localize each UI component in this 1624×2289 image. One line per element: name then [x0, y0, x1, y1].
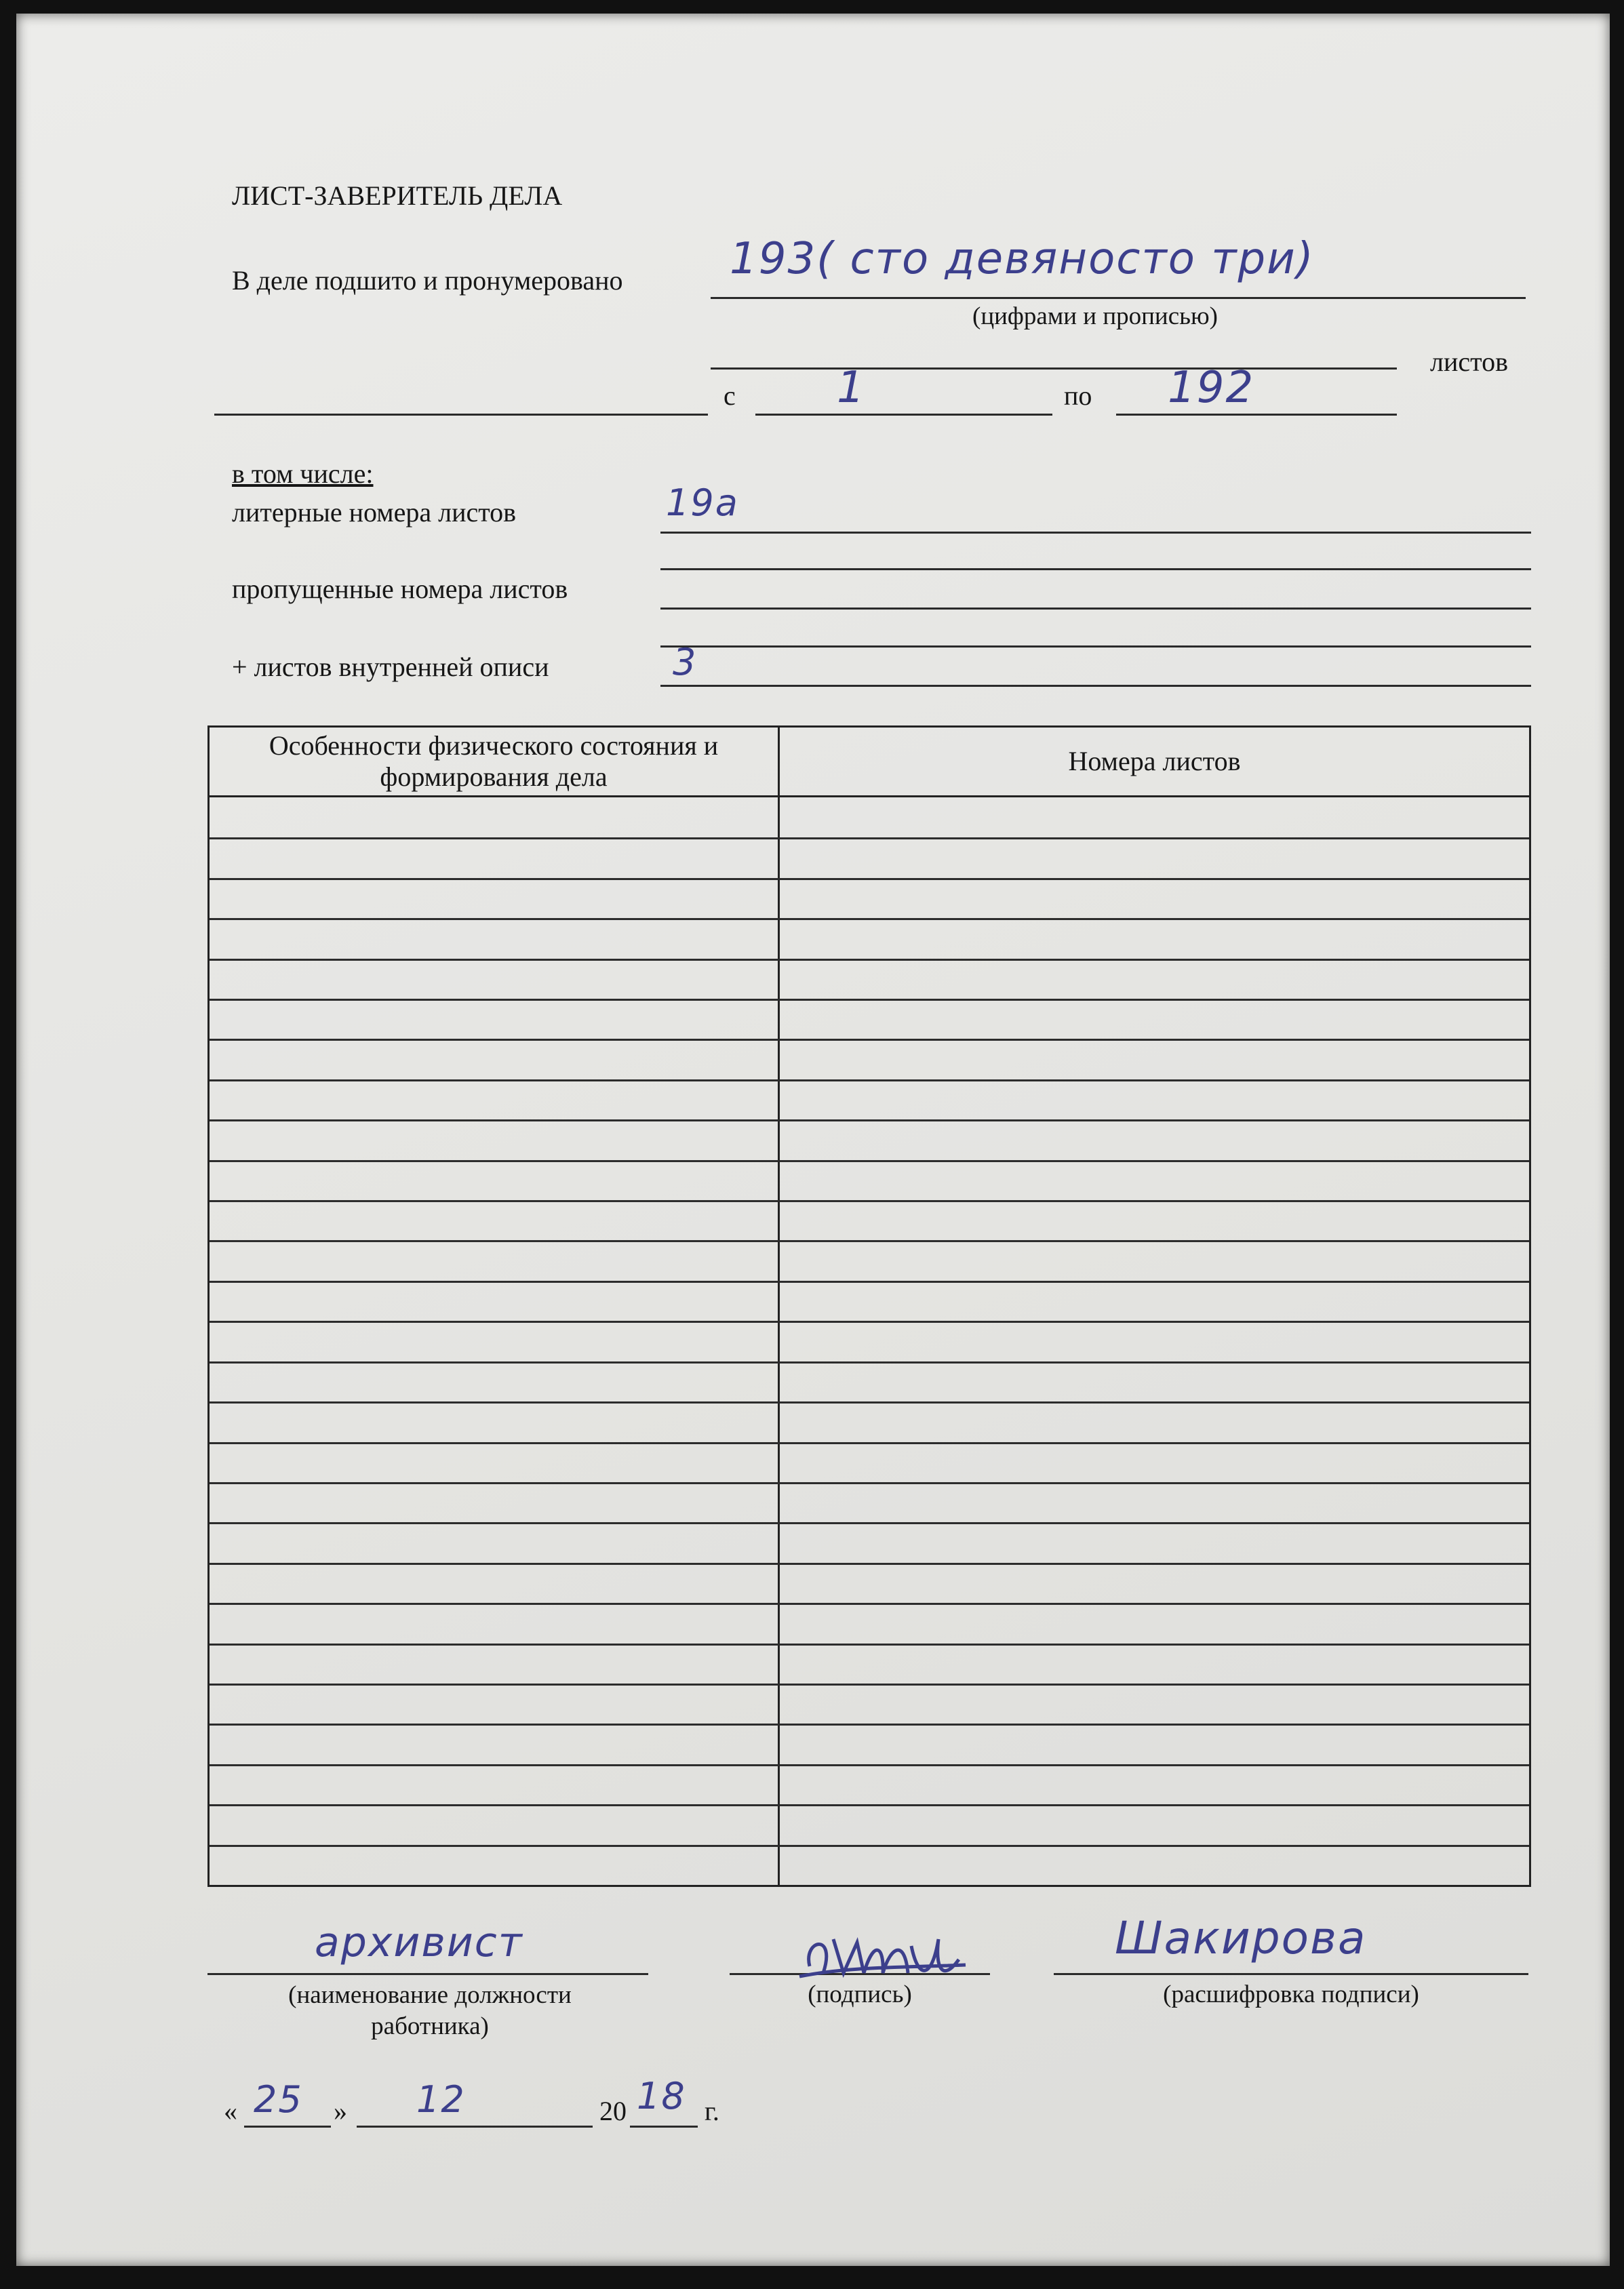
sheets-line — [711, 367, 1397, 370]
missing-numbers-label: пропущенные номера листов — [232, 574, 568, 604]
table-header-features: Особенности физического состояния и формирования дела — [269, 730, 719, 792]
table-row-line — [210, 1442, 1529, 1444]
letter-numbers-label: литерные номера листов — [232, 497, 517, 528]
table-row-line — [210, 1764, 1529, 1766]
table-row-line — [210, 1321, 1529, 1323]
filed-line — [711, 297, 1526, 299]
position-hint: (наименование должности работника) — [288, 1981, 572, 2040]
filed-label: В деле подшито и пронумеровано — [232, 265, 623, 296]
internal-inventory-handwritten: 3 — [673, 641, 698, 683]
to-handwritten: 192 — [1168, 363, 1255, 413]
from-line — [755, 414, 1052, 416]
from-handwritten: 1 — [837, 363, 866, 413]
table-row-line — [210, 1724, 1529, 1726]
to-label: по — [1064, 380, 1092, 411]
missing-numbers-line-2 — [660, 645, 1531, 648]
name-hint: (расшифровка подписи) — [1163, 1981, 1419, 2008]
table-row-line — [210, 1240, 1529, 1242]
document-page — [16, 14, 1610, 2266]
date-year-line — [630, 2126, 698, 2128]
table-row-line — [210, 1119, 1529, 1121]
filed-handwritten: 193( сто девяносто три) — [730, 234, 1315, 284]
table-row-line — [210, 1160, 1529, 1162]
table-row-line — [210, 1804, 1529, 1806]
table-row-line — [210, 959, 1529, 961]
date-month-line — [357, 2126, 593, 2128]
date-day-line — [244, 2126, 331, 2128]
table-row-line — [210, 999, 1529, 1001]
letter-numbers-line — [660, 532, 1531, 534]
table-row-line — [210, 1482, 1529, 1484]
form-title: ЛИСТ-ЗАВЕРИТЕЛЬ ДЕЛА — [232, 180, 563, 211]
date-year: 18 — [637, 2075, 686, 2117]
table-row-line — [210, 1401, 1529, 1404]
table-row-line — [210, 1684, 1529, 1686]
table-header-divider — [210, 795, 1529, 797]
position-handwritten: архивист — [315, 1919, 523, 1966]
letter-numbers-handwritten: 19а — [666, 481, 739, 524]
position-line — [207, 1973, 648, 1975]
table-row-line — [210, 1079, 1529, 1081]
date-century: 20 — [599, 2096, 627, 2126]
name-handwritten: Шакирова — [1115, 1912, 1367, 1964]
to-line — [1116, 414, 1397, 416]
sheets-word: листов — [1430, 346, 1508, 377]
date-day: 25 — [254, 2078, 303, 2121]
date-close-quote: » — [334, 2096, 347, 2126]
condition-table — [207, 725, 1531, 1887]
table-column-divider — [778, 728, 780, 1885]
table-row-line — [210, 1200, 1529, 1202]
date-month: 12 — [416, 2078, 466, 2121]
date-open-quote: « — [224, 2096, 237, 2126]
signature-hint: (подпись) — [808, 1981, 912, 2008]
table-row-line — [210, 837, 1529, 839]
letter-numbers-line-2 — [660, 568, 1531, 570]
missing-numbers-line — [660, 608, 1531, 610]
internal-inventory-line — [660, 685, 1531, 687]
table-row-line — [210, 1361, 1529, 1364]
table-row-line — [210, 1039, 1529, 1041]
internal-inventory-label: + листов внутренней описи — [232, 652, 549, 682]
including-label: в том числе: — [232, 458, 374, 489]
name-line — [1054, 1973, 1528, 1975]
table-row-line — [210, 1603, 1529, 1605]
table-header-sheet-numbers: Номера листов — [1068, 746, 1241, 776]
table-row-line — [210, 1522, 1529, 1524]
table-row-line — [210, 1644, 1529, 1646]
date-suffix: г. — [705, 2096, 719, 2126]
range-left-line — [214, 414, 708, 416]
table-row-line — [210, 1281, 1529, 1283]
from-label: с — [724, 380, 736, 411]
table-row-line — [210, 918, 1529, 920]
table-row-line — [210, 1845, 1529, 1847]
digits-words-hint: (цифрами и прописью) — [972, 302, 1218, 330]
table-row-line — [210, 1563, 1529, 1565]
table-row-line — [210, 878, 1529, 880]
